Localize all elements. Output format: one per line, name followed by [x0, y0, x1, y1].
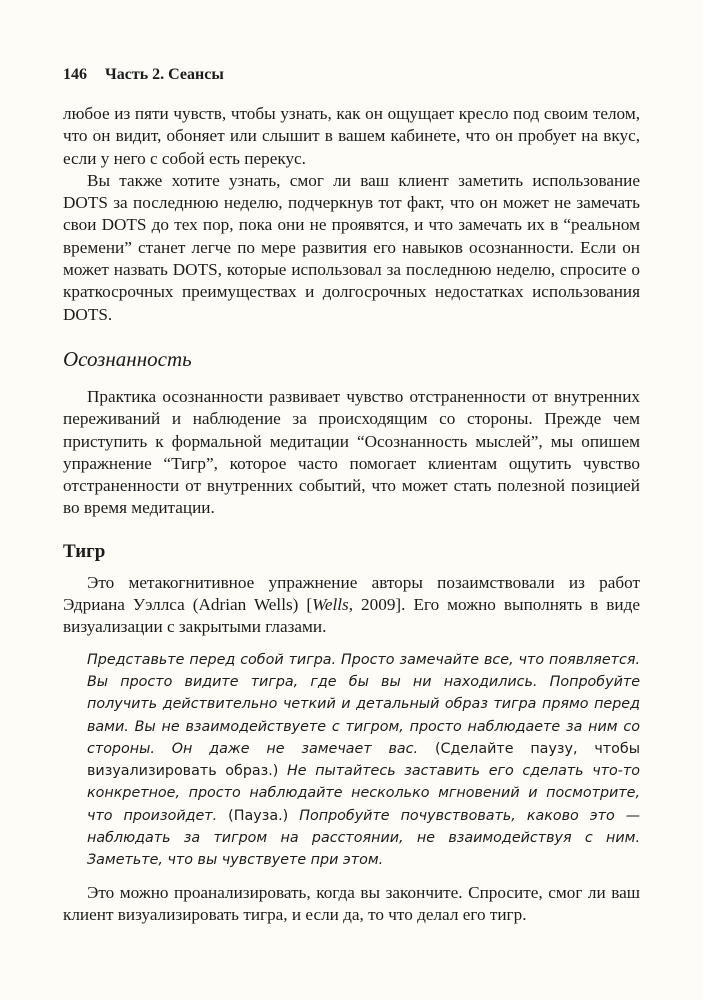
paragraph-2: Вы также хотите узнать, смог ли ваш клиент заметить использование DOTS за последнюю неделю, подчеркнув тот факт, что он может не замечать свои DOTS до тех пор, пока они не проявятся, и что замечать их в “реальном времени” станет легче по мере развития его навыков осознанности. Если он может назвать DOTS, которые использовал за последнюю неделю, спросите о краткосрочных преимуществах и долгосрочных недостатках использования DOTS.	[63, 170, 640, 324]
script-instruction-1: (Сделайте паузу, чтобы визуализировать образ.)	[87, 740, 640, 780]
subsection-heading-tiger: Тигр	[63, 540, 106, 562]
script-part-2: Не пытайтесь заставить его сделать что-то конкретное, просто наблюдайте несколько мгновений и посмотрите, что произойдет.	[87, 763, 640, 824]
citation-author: Wells	[312, 595, 349, 615]
exercise-script	[87, 649, 640, 872]
chapter-title: Часть 2. Сеансы	[105, 66, 224, 83]
running-header	[63, 66, 224, 84]
paragraph-4-text-b: , 2009]. Его можно выполнять в виде визуализации с закрытыми глазами.	[63, 595, 640, 637]
script-part-3: Попробуйте почувствовать, каково это — наблюдать за тигром на расстоянии, не взаимодействуя с ним. Заметьте, что вы чувствуете при этом.	[87, 807, 640, 869]
paragraph-5: Это можно проанализировать, когда вы закончите. Спросите, смог ли ваш клиент визуализировать тигра, и если да, то что делал его тигр.	[63, 882, 640, 924]
page-body	[63, 103, 640, 926]
paragraph-4-text-a: Это метакогнитивное упражнение авторы позаимствовали из работ Эдриана Уэллса (Adrian Wells) [	[63, 572, 640, 615]
paragraph-1: любое из пяти чувств, чтобы узнать, как он ощущает кресло под своим телом, что он видит, обоняет или слышит в вашем кабинете, что он пробует на вкус, если у него с собой есть перекус.	[63, 104, 640, 168]
script-instruction-2: (Пауза.)	[228, 807, 289, 824]
paragraph-3: Практика осознанности развивает чувство отстраненности от внутренних переживаний и наблюдение за происходящим со стороны. Прежде чем приступить к формальной медитации “Осознанность мыслей”, мы опишем упражнение “Тигр”, которое часто помогает клиентам ощутить чувство отстраненности от внутренних событий, что может стать полезной позицией во время медитации.	[63, 386, 640, 518]
paragraph-4	[63, 572, 640, 639]
page-number: 146	[63, 66, 87, 83]
section-heading-mindfulness: Осознанность	[63, 346, 192, 371]
script-part-1: Представьте перед собой тигра. Просто замечайте все, что появляется. Вы просто видите тигра, где бы вы ни находились. Попробуйте получить действительно четкий и детальный образ тигра прямо перед вами. Вы не взаимодействуете с тигром, просто наблюдаете за ним со стороны. Он даже не замечает вас.	[87, 651, 640, 757]
